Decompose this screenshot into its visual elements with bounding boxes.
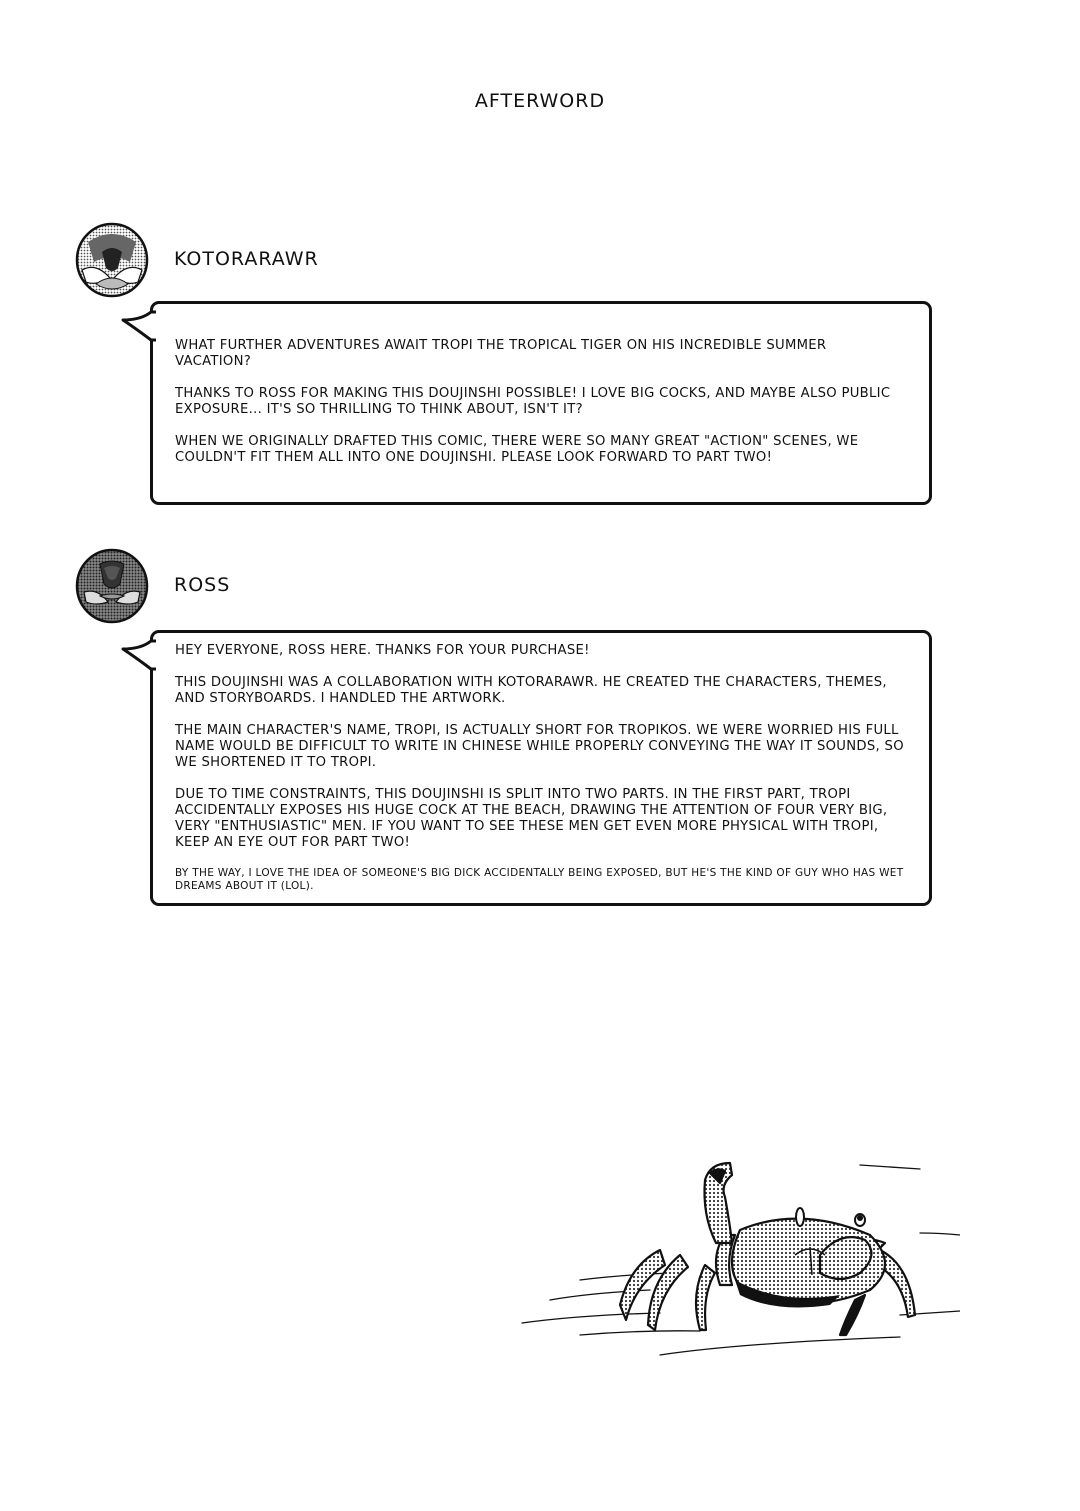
message-paragraph: DUE TO TIME CONSTRAINTS, THIS DOUJINSHI IS SPLIT INTO TWO PARTS. IN THE FIRST PART, TROPI ACCIDENTALLY EXPOSES HIS HUGE COCK AT THE BEACH, DRAWING THE ATTENTION OF FOUR VERY BIG, VERY "ENTHUSIASTIC" MEN. IF YOU WANT TO SEE THESE MEN GET EVEN MORE PHYSICAL WITH TROPI, KEEP AN EYE OUT FOR PART TWO! bbox=[175, 787, 888, 850]
message-paragraph: THE MAIN CHARACTER'S NAME, TROPI, IS ACTUALLY SHORT FOR TROPIKOS. WE WERE WORRIED HIS FULL NAME WOULD BE DIFFICULT TO WRITE IN CHINESE WHILE PROPERLY CONVEYING THE WAY IT SOUNDS, SO WE SHORTENED IT TO TROPI. bbox=[175, 723, 904, 770]
speech-bubble-tail-icon bbox=[121, 639, 157, 673]
author-header-ross bbox=[74, 548, 574, 628]
tiger-avatar-icon bbox=[74, 222, 150, 298]
message-paragraph: WHEN WE ORIGINALLY DRAFTED THIS COMIC, THERE WERE SO MANY GREAT "ACTION" SCENES, WE COULDN'T FIT THEM ALL INTO ONE DOUJINSHI. PLEASE LOOK FORWARD TO PART TWO! bbox=[175, 434, 859, 465]
message-paragraph: THANKS TO ROSS FOR MAKING THIS DOUJINSHI POSSIBLE! I LOVE BIG COCKS, AND MAYBE ALSO PUBLIC EXPOSURE... IT'S SO THRILLING TO THINK ABOUT, ISN'T IT? bbox=[175, 386, 891, 417]
speech-bubble-ross bbox=[150, 630, 932, 906]
author-header-kotorarawr bbox=[74, 222, 574, 302]
speech-bubble-kotorarawr bbox=[150, 301, 932, 505]
message-paragraph: THIS DOUJINSHI WAS A COLLABORATION WITH KOTORARAWR. HE CREATED THE CHARACTERS, THEMES, AND STORYBOARDS. I HANDLED THE ARTWORK. bbox=[175, 675, 887, 706]
message-paragraph: HEY EVERYONE, ROSS HERE. THANKS FOR YOUR PURCHASE! bbox=[175, 643, 590, 658]
crab-illustration-icon bbox=[520, 1155, 960, 1415]
author-name: KOTORARAWR bbox=[174, 248, 319, 270]
page-title: AFTERWORD bbox=[474, 90, 606, 112]
message-paragraph: WHAT FURTHER ADVENTURES AWAIT TROPI THE TROPICAL TIGER ON HIS INCREDIBLE SUMMER VACATION? bbox=[175, 338, 827, 369]
author-name: ROSS bbox=[174, 574, 231, 596]
footnote-paragraph: BY THE WAY, I LOVE THE IDEA OF SOMEONE'S BIG DICK ACCIDENTALLY BEING EXPOSED, BUT HE'S THE KIND OF GUY WHO HAS WET DREAMS ABOUT IT (LOL). bbox=[175, 867, 904, 892]
animal-avatar-icon bbox=[74, 548, 150, 624]
speech-bubble-tail-icon bbox=[121, 310, 157, 344]
